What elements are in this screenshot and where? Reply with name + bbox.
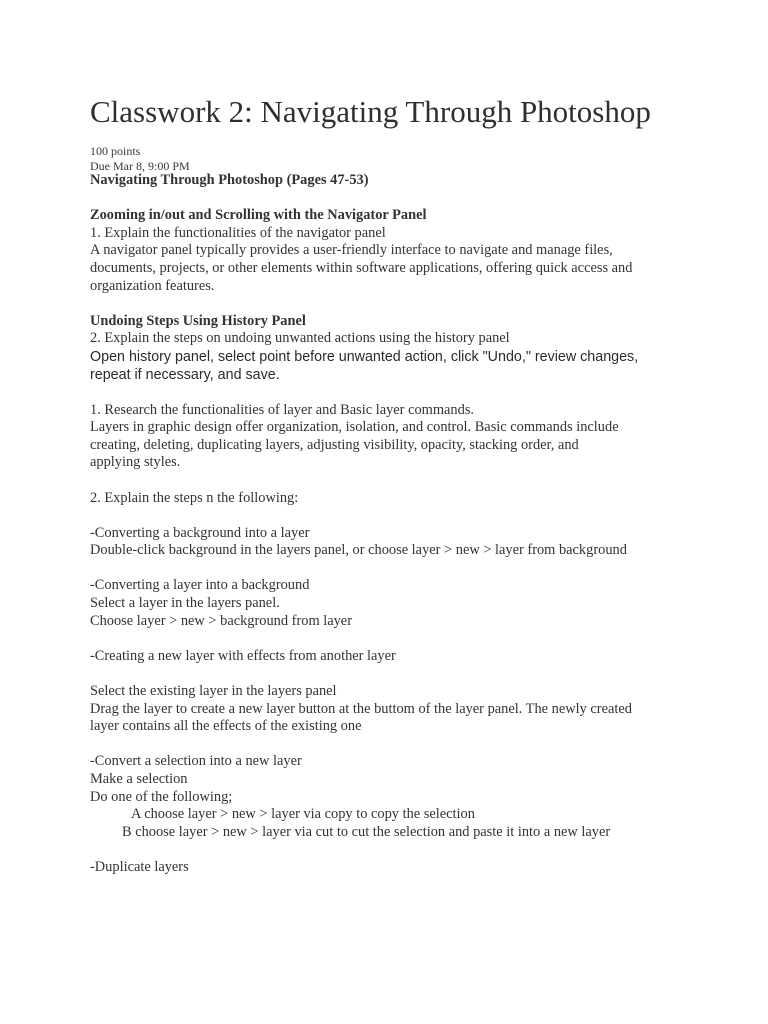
zoom-heading: Zooming in/out and Scrolling with the Navigator Panel [90,207,427,224]
answer-line: documents, projects, or other elements within software applications, offering quick access and [90,259,633,276]
page-title: Classwork 2: Navigating Through Photoshop [90,94,651,129]
spacer [90,384,730,402]
spacer [90,560,730,578]
answer-line: Layers in graphic design offer organization, isolation, and control. Basic commands include [90,419,619,436]
answer-line: organization features. [90,277,215,294]
spacer [90,190,730,208]
spacer [90,507,730,525]
subtopic-duplicate-layers: -Duplicate layers [90,858,189,875]
spacer [90,295,730,313]
subtopic-convert-selection: -Convert a selection into a new layer [90,753,302,770]
subtopic-bg-to-layer: -Converting a background into a layer [90,524,310,541]
subtopic-layer-to-bg: -Converting a layer into a background [90,577,310,594]
question-history: 2. Explain the steps on undoing unwanted actions using the history panel [90,330,510,347]
answer-line: A navigator panel typically provides a user-friendly interface to navigate and manage files, [90,242,613,259]
answer-line: Choose layer > new > background from layer [90,612,352,629]
spacer [90,630,730,648]
answer-line: Select a layer in the layers panel. [90,595,280,612]
spacer [90,472,730,490]
question-layers: 1. Research the functionalities of layer and Basic layer commands. [90,401,475,418]
spacer [90,841,730,859]
answer-line: applying styles. [90,454,181,471]
document-body [90,172,730,877]
spacer [90,665,730,683]
points-label: 100 points [90,144,141,158]
answer-line: Double-click background in the layers panel, or choose layer > new > layer from background [90,542,627,559]
undo-heading: Undoing Steps Using History Panel [90,312,306,329]
question-steps: 2. Explain the steps n the following: [90,489,299,506]
answer-line: creating, deleting, duplicating layers, adjusting visibility, opacity, stacking order, and [90,436,579,453]
answer-line: Make a selection [90,771,188,787]
question-navigator: 1. Explain the functionalities of the navigator panel [90,224,386,241]
option-a: A choose layer > new > layer via copy to copy the selection [131,806,475,823]
due-date: Due Mar 8, 9:00 PM [90,159,190,173]
answer-line: Do one of the following; [90,788,233,805]
section-heading: Navigating Through Photoshop (Pages 47-53) [90,172,369,188]
answer-line: repeat if necessary, and save. [90,366,280,383]
spacer [90,736,730,754]
option-b: B choose layer > new > layer via cut to cut the selection and paste it into a new layer [122,823,611,840]
answer-line: Drag the layer to create a new layer button at the buttom of the layer panel. The newly created [90,700,632,717]
subtopic-new-layer-effects: -Creating a new layer with effects from another layer [90,647,396,664]
answer-line: Select the existing layer in the layers panel [90,683,337,700]
answer-line: layer contains all the effects of the existing one [90,718,362,735]
answer-line: Open history panel, select point before unwanted action, click "Undo," review changes, [90,348,639,365]
